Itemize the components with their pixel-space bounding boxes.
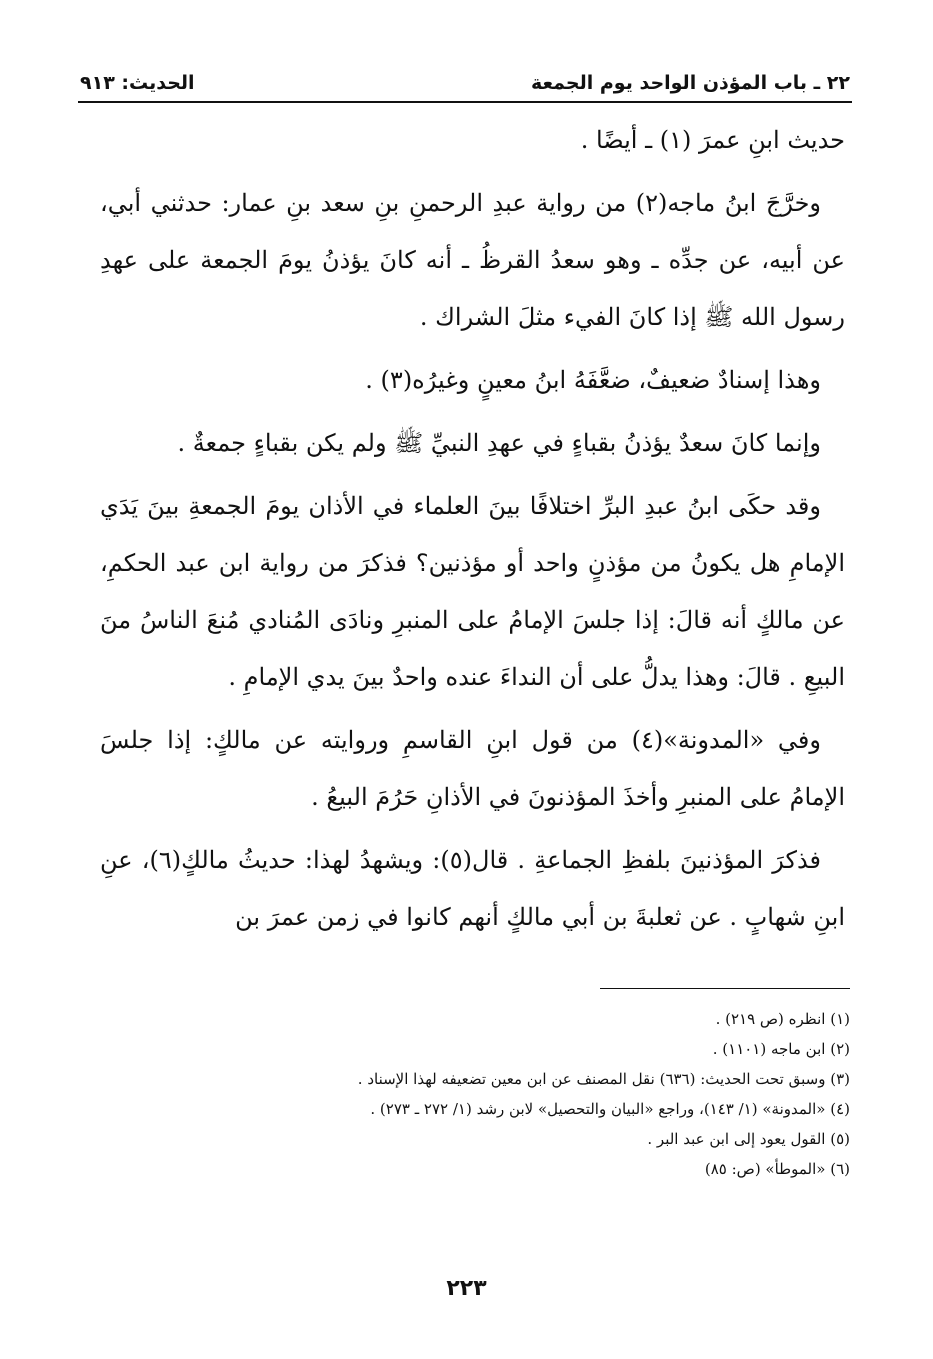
paragraph: وفي «المدونة»(٤) من قول ابنِ القاسمِ وروايته عن مالكٍ: إذا جلسَ الإمامُ على المنبرِ وأخذَ المؤذنونَ في الأذانِ حَرُمَ البيعُ . [100, 726, 845, 811]
paragraph: وهذا إسنادٌ ضعيفٌ، ضعَّفَهُ ابنُ معينٍ وغيرُه(٣) . [365, 366, 821, 394]
paragraph: وقد حكَى ابنُ عبدِ البرِّ اختلافًا بينَ العلماء في الأذان يومَ الجمعةِ بينَ يَدَي الإمامِ هل يكونُ من مؤذنٍ واحد أو مؤذنين؟ فذكرَ من رواية ابن عبد الحكمِ، عن مالكٍ أنه قالَ: إذا جلسَ الإمامُ على المنبرِ ونادَى المُنادي مُنعَ الناسُ منَ البيعِ . قالَ: وهذا يدلُّ على أن النداءَ عنده واحدٌ بينَ يدي الإمامِ . [100, 492, 845, 691]
paragraph: وإنما كانَ سعدٌ يؤذنُ بقباءٍ في عهدِ النبيِّ ﷺ ولم يكن بقباءٍ جمعةٌ . [177, 429, 821, 457]
footnote: (٣) وسبق تحت الحديث: (٦٣٦) نقل المصنف عن ابن معين تضعيفه لهذا الإسناد . [357, 1070, 850, 1088]
footnote: (٦) «الموطأ» (ص: ٨٥) [704, 1160, 850, 1178]
paragraph: حديث ابنِ عمرَ (١) ـ أيضًا . [580, 126, 845, 154]
footnote-rule [600, 988, 850, 989]
page-number: ٢٢٣ [446, 1276, 487, 1301]
footnote: (٤) «المدونة» (١/ ١٤٣)، وراجع «البيان والتحصيل» لابن رشد (١/ ٢٧٢ ـ ٢٧٣) . [370, 1100, 850, 1118]
hadith-reference: الحديث: ٩١٣ [80, 72, 195, 94]
chapter-title: ٢٢ ـ باب المؤذن الواحد يوم الجمعة [530, 72, 850, 94]
footnote: (٢) ابن ماجه (١١٠١) . [712, 1040, 850, 1058]
footnote: (٥) القول يعود إلى ابن عبد البر . [647, 1130, 850, 1148]
footnotes [120, 1004, 850, 1184]
paragraph: فذكرَ المؤذنينَ بلفظِ الجماعةِ . قال(٥): ويشهدُ لهذا: حديثُ مالكٍ(٦)، عنِ ابنِ شهابٍ . عن ثعلبةَ بن أبي مالكٍ أنهم كانوا في زمن عمرَ بن [100, 846, 845, 931]
body-text [100, 112, 845, 952]
running-header [80, 64, 850, 94]
paragraph: وخرَّجَ ابنُ ماجه(٢) من رواية عبدِ الرحمنِ بنِ سعد بنِ عمار: حدثني أبي، عن أبيه، عن جدِّه ـ وهو سعدُ القرظُ ـ أنه كانَ يؤذنُ يومَ الجمعة على عهدِ رسول الله ﷺ إذا كانَ الفيء مثلَ الشراك . [100, 189, 845, 331]
header-rule [78, 101, 852, 103]
footnote: (١) انظره (ص ٢١٩) . [715, 1010, 850, 1028]
